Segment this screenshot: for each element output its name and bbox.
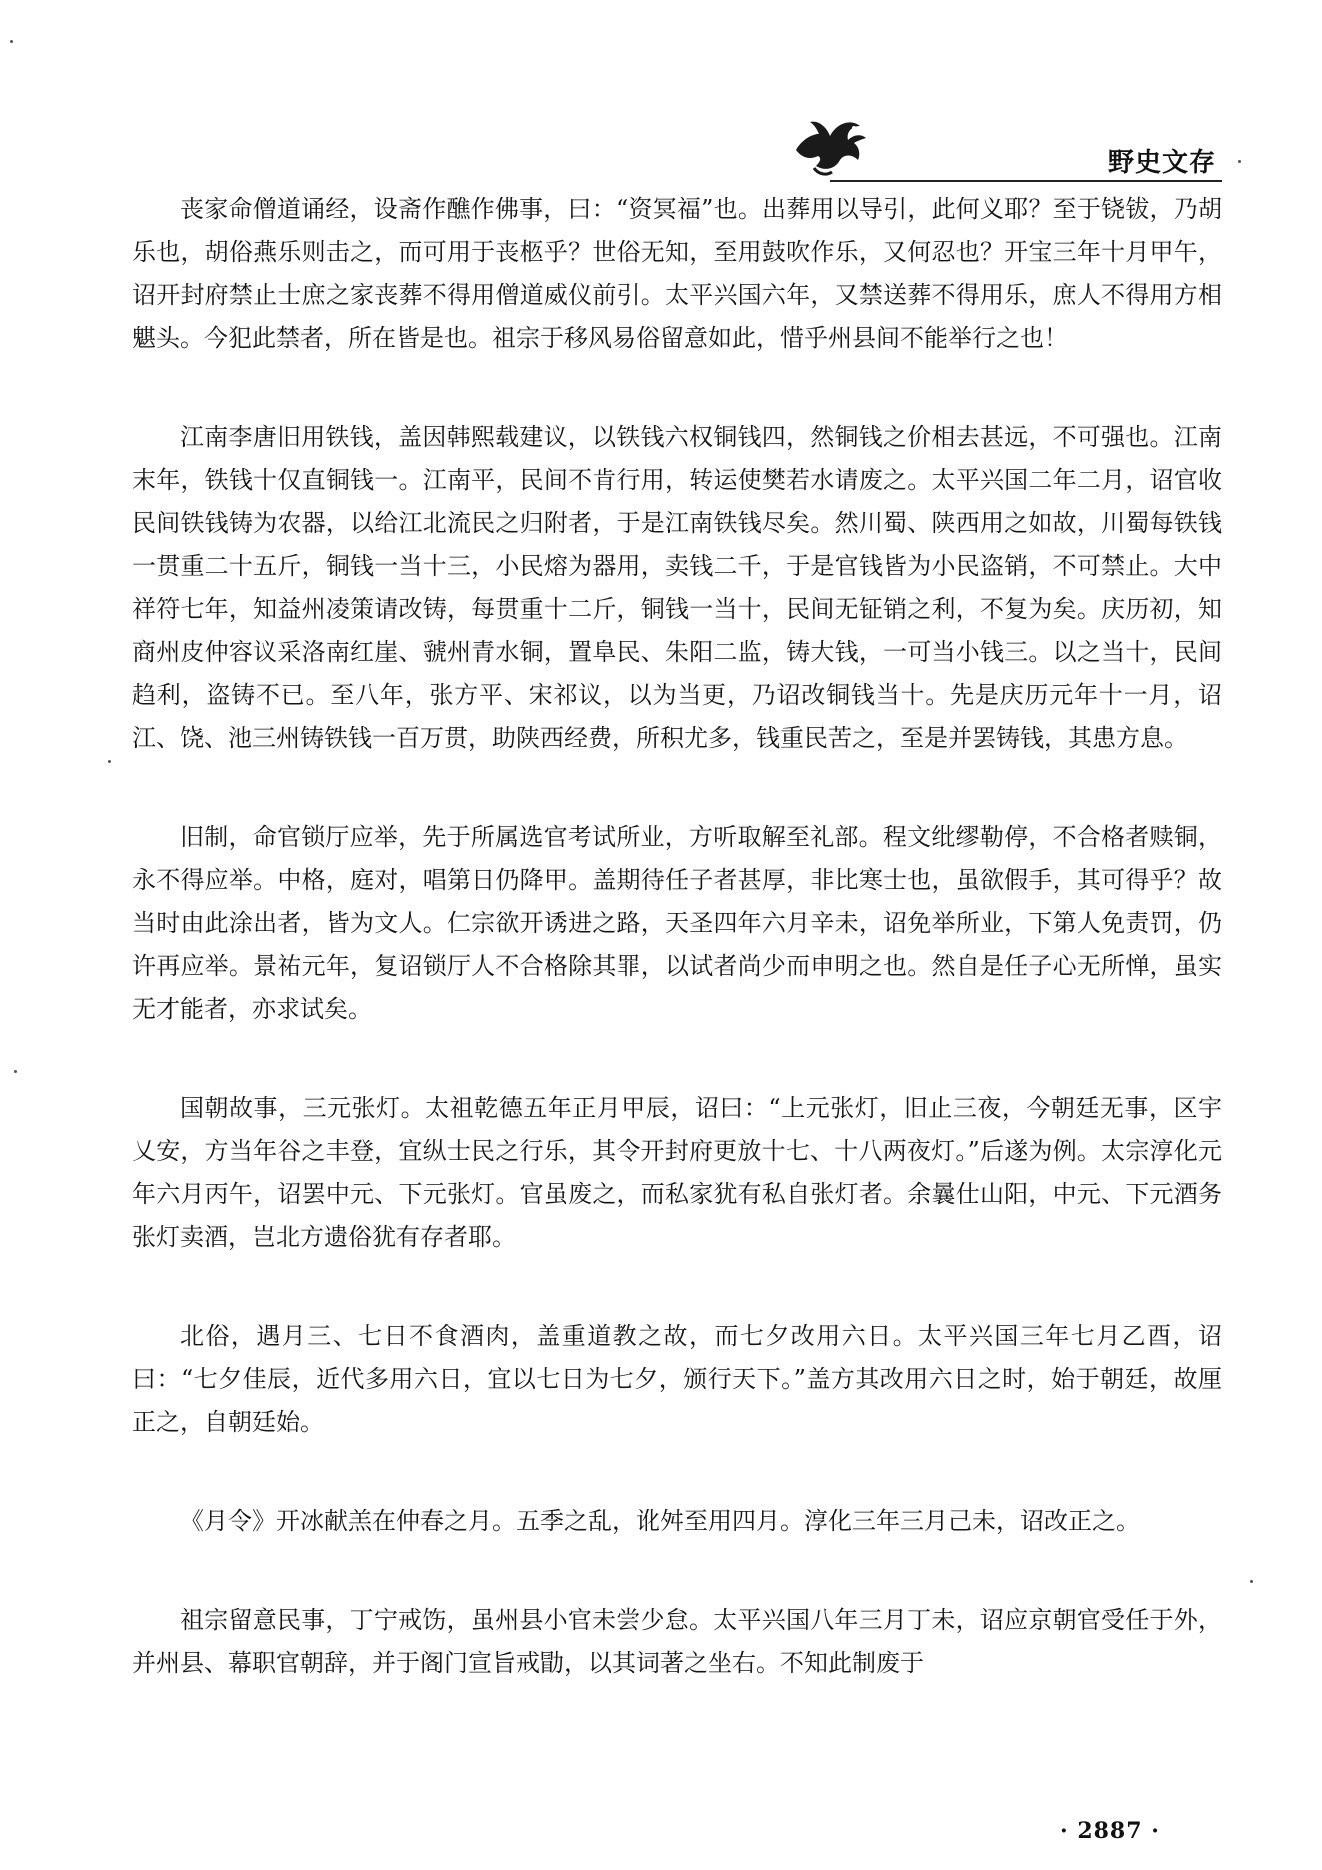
paragraph-iron-coinage: 江南李唐旧用铁钱，盖因韩熙载建议，以铁钱六权铜钱四，然铜钱之价相去甚远，不可强也。江南末年，铁钱十仅直铜钱一。江南平，民间不肯行用，转运使樊若水请废之。太平兴国二年二月，诏官收民间铁钱铸为农器，以给江北流民之归附者，于是江南铁钱尽矣。然川蜀、陕西用之如故，川蜀每铁钱一贯重二十五斤，铜钱一当十三，小民熔为器用，卖钱二千，于是官钱皆为小民盗销，不可禁止。大中祥符七年，知益州凌策请改铸，每贯重十二斤，铜钱一当十，民间无钲销之利，不复为矣。庆历初，知商州皮仲容议采洛南红崖、虢州青水铜，置阜民、朱阳二监，铸大钱，一可当小钱三。以之当十，民间趋利，盗铸不已。至八年，张方平、宋祁议，以为当更，乃诏改铜钱当十。先是庆历元年十一月，诏江、饶、池三州铸铁钱一百万贯，助陕西经费，所积尤多，钱重民苦之，至是并罢铸钱，其患方息。: [132, 423, 1222, 752]
body-text: [132, 188, 1222, 1685]
paragraph-yueling: 《月令》开冰献羔在仲春之月。五季之乱，讹舛至用四月。淳化三年三月己未，诏改正之。: [180, 1507, 1140, 1535]
dragon-emblem-icon: [790, 106, 870, 180]
paragraph-examination-system: 旧制，命官锁厅应举，先于所属选官考试所业，方听取解至礼部。程文纰缪勒停，不合格者赎铜，永不得应举。中格，庭对，唱第日仍降甲。盖期待任子者甚厚，非比寒士也，虽欲假手，其可得乎？故当时由此涂出者，皆为文人。仁宗欲开诱进之路，天圣四年六月辛未，诏免举所业，下第人免责罚，仍许再应举。景祐元年，复诏锁厅人不合格除其罪，以试者尚少而申明之也。然自是任子心无所惮，虽实无才能者，亦求试矣。: [132, 823, 1222, 1023]
page-number: · 2887 ·: [1060, 1818, 1160, 1844]
book-series-title: 野史文存: [1107, 148, 1216, 178]
header-divider: [830, 180, 1222, 182]
paragraph-lantern-festival: 国朝故事，三元张灯。太祖乾德五年正月甲辰，诏曰：“上元张灯，旧止三夜，今朝廷无事，区宇乂安，方当年谷之丰登，宜纵士民之行乐，其令开封府更放十七、十八两夜灯。”后遂为例。太宗淳化元年六月丙午，诏罢中元、下元张灯。官虽废之，而私家犹有私自张灯者。余曩仕山阳，中元、下元酒务张灯卖酒，岂北方遗俗犹有存者耶。: [132, 1094, 1222, 1251]
paragraph-qixi-date: 北俗，遇月三、七日不食酒肉，盖重道教之故，而七夕改用六日。太平兴国三年七月乙酉，诏曰：“七夕佳辰，近代多用六日，宜以七日为七夕，颁行天下。”盖方其改用六日之时，始于朝廷，故厘正之，自朝廷始。: [132, 1322, 1222, 1436]
paragraph-funeral-customs: 丧家命僧道诵经，设斋作醮作佛事，曰：“资冥福”也。出葬用以导引，此何义耶？至于铙钹，乃胡乐也，胡俗燕乐则击之，而可用于丧柩乎？世俗无知，至用鼓吹作乐，又何忍也？开宝三年十月甲午，诏开封府禁止士庶之家丧葬不得用僧道威仪前引。太平兴国六年，又禁送葬不得用乐，庶人不得用方相魌头。今犯此禁者，所在皆是也。祖宗于移风易俗留意如此，惜乎州县间不能举行之也！: [132, 195, 1222, 352]
running-header: [790, 106, 1222, 186]
paragraph-official-admonition: 祖宗留意民事，丁宁戒饬，虽州县小官未尝少怠。太平兴国八年三月丁未，诏应京朝官受任于外，并州县、幕职官朝辞，并于阁门宣旨戒勖，以其词著之坐右。不知此制废于: [132, 1606, 1222, 1677]
